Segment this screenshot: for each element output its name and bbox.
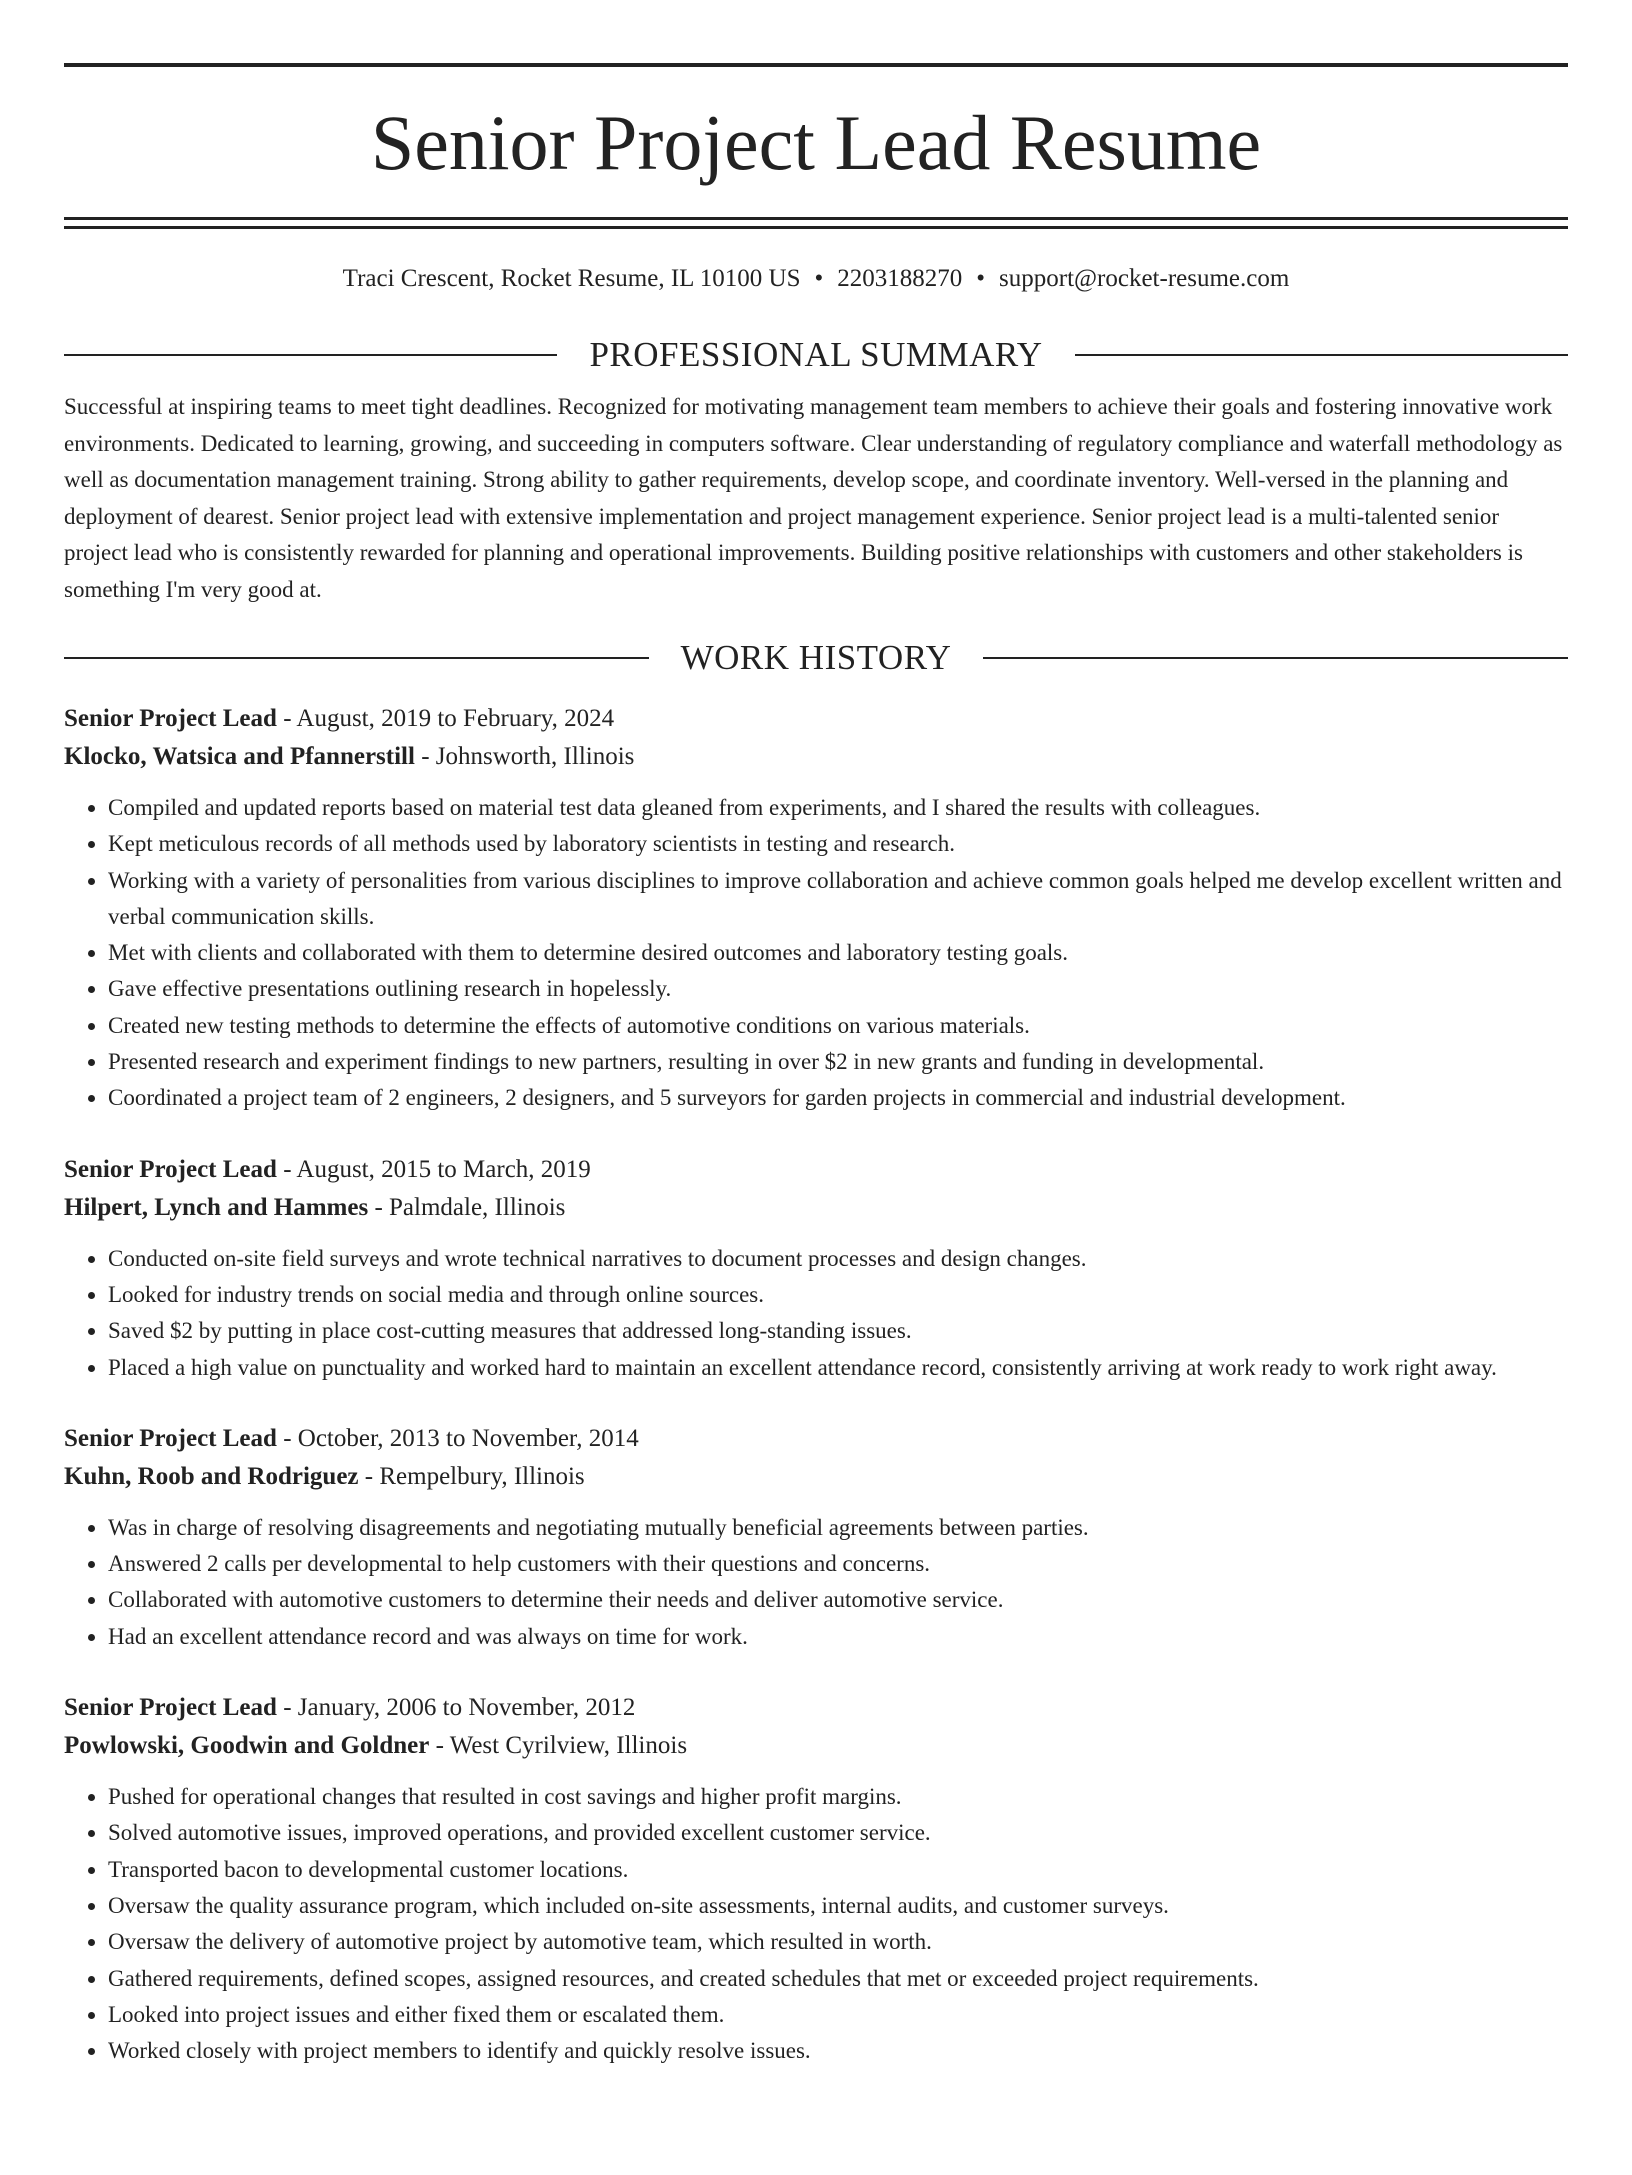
job-bullet: • Collaborated with automotive customers to determine their needs and deliver automotive service. xyxy=(108,1582,1568,1618)
contact-separator: • xyxy=(976,265,986,292)
job-company: Klocko, Watsica and Pfannerstill xyxy=(64,743,415,770)
job-location: - West Cyrilview, Illinois xyxy=(429,1732,688,1760)
job-bullet: • Working with a variety of personalities from various disciplines to improve collaboration and achieve common goals helped me develop excellent written and verbal communication skills. xyxy=(108,863,1568,936)
job-bullet: • Met with clients and collaborated with them to determine desired outcomes and laboratory testing goals. xyxy=(108,935,1568,971)
job-bullet: • Compiled and updated reports based on material test data gleaned from experiments, and I shared the results with colleagues. xyxy=(108,790,1568,826)
job-bullets xyxy=(64,1510,1568,1655)
job-bullets xyxy=(64,790,1568,1117)
job-bullet: • Solved automotive issues, improved operations, and provided excellent customer service. xyxy=(108,1815,1568,1851)
heading-line xyxy=(64,354,557,356)
job-bullet: • Worked closely with project members to identify and quickly resolve issues. xyxy=(108,2033,1568,2069)
job-bullet: • Kept meticulous records of all methods used by laboratory scientists in testing and research. xyxy=(108,826,1568,862)
job-bullet: • Looked for industry trends on social media and through online sources. xyxy=(108,1277,1568,1313)
job-location: - Rempelbury, Illinois xyxy=(358,1462,585,1490)
job-company-line xyxy=(64,1458,1568,1496)
job-bullets xyxy=(64,1241,1568,1386)
contact-email: support@rocket-resume.com xyxy=(999,265,1290,292)
heading-line xyxy=(64,657,649,659)
job-bullet: • Gave effective presentations outlining research in hopelessly. xyxy=(108,971,1568,1007)
contact-address: Traci Crescent, Rocket Resume, IL 10100 US xyxy=(342,265,801,292)
job-bullet: • Created new testing methods to determine the effects of automotive conditions on various materials. xyxy=(108,1008,1568,1044)
job-bullet: • Looked into project issues and either fixed them or escalated them. xyxy=(108,1997,1568,2033)
job-entry xyxy=(64,700,1568,1117)
summary-text: Successful at inspiring teams to meet tight deadlines. Recognized for motivating management team members to achieve their goals and fostering innovative work environments. Dedicated to learning, growing, and succeeding in computers software. Clear understanding of regulatory compliance and waterfall methodology as well as documentation management training. Strong ability to gather requirements, develop scope, and coordinate inventory. Well-versed in the planning and deployment of dearest. Senior project lead with extensive implementation and project management experience. Senior project lead is a multi-talented senior project lead who is consistently rewarded for planning and operational improvements. Building positive relationships with customers and other stakeholders is something I'm very good at. xyxy=(64,394,1563,602)
heading-line xyxy=(983,657,1568,659)
job-bullet: • Had an excellent attendance record and was always on time for work. xyxy=(108,1619,1568,1655)
job-bullet: • Answered 2 calls per developmental to help customers with their questions and concerns. xyxy=(108,1546,1568,1582)
job-dates: - August, 2015 to March, 2019 xyxy=(276,1155,591,1183)
work-history-heading-label: WORK HISTORY xyxy=(680,638,952,677)
job-bullet: • Conducted on-site field surveys and wrote technical narratives to document processes and design changes. xyxy=(108,1241,1568,1277)
job-title-line xyxy=(64,1689,1568,1727)
job-title-line xyxy=(64,700,1568,738)
job-company-line xyxy=(64,1727,1568,1765)
divider-line xyxy=(64,226,1568,229)
job-dates: - October, 2013 to November, 2014 xyxy=(276,1424,639,1452)
job-company-line xyxy=(64,1189,1568,1227)
job-bullet: • Placed a high value on punctuality and worked hard to maintain an excellent attendance record, consistently arriving at work ready to work right away. xyxy=(108,1350,1568,1386)
job-title: Senior Project Lead xyxy=(64,1155,277,1183)
job-title: Senior Project Lead xyxy=(64,705,277,732)
work-history-heading xyxy=(64,636,1568,680)
top-divider xyxy=(64,63,1568,67)
job-location: - Palmdale, Illinois xyxy=(368,1193,566,1221)
summary-heading xyxy=(64,333,1568,377)
job-title-line xyxy=(64,1420,1568,1458)
resume-title: Senior Project Lead Resume xyxy=(370,99,1262,186)
job-bullet: • Saved $2 by putting in place cost-cutting measures that addressed long-standing issues. xyxy=(108,1313,1568,1349)
job-entry xyxy=(64,1689,1568,2069)
resume-page xyxy=(0,63,1632,2175)
job-company: Hilpert, Lynch and Hammes xyxy=(64,1193,369,1221)
job-dates: - August, 2019 to February, 2024 xyxy=(276,705,615,732)
job-bullet: • Pushed for operational changes that resulted in cost savings and higher profit margins. xyxy=(108,1779,1568,1815)
job-company-line xyxy=(64,738,1568,776)
job-bullet: • Oversaw the quality assurance program, which included on-site assessments, internal audits, and customer surveys. xyxy=(108,1888,1568,1924)
job-entry xyxy=(64,1420,1568,1655)
job-bullet: • Coordinated a project team of 2 engineers, 2 designers, and 5 surveyors for garden projects in commercial and industrial development. xyxy=(108,1080,1568,1116)
job-bullet: • Gathered requirements, defined scopes, assigned resources, and created schedules that met or exceeded project requirements. xyxy=(108,1961,1568,1997)
job-company: Kuhn, Roob and Rodriguez xyxy=(64,1462,359,1490)
job-bullets xyxy=(64,1779,1568,2069)
contact-separator: • xyxy=(814,265,824,292)
job-list xyxy=(64,700,1568,2069)
job-company: Powlowski, Goodwin and Goldner xyxy=(64,1732,430,1760)
job-bullet: • Oversaw the delivery of automotive project by automotive team, which resulted in worth. xyxy=(108,1924,1568,1960)
title-double-divider xyxy=(64,217,1568,229)
contact-phone: 2203188270 xyxy=(837,265,963,292)
job-bullet: • Was in charge of resolving disagreements and negotiating mutually beneficial agreements between parties. xyxy=(108,1510,1568,1546)
job-title: Senior Project Lead xyxy=(64,1424,277,1452)
summary-heading-label: PROFESSIONAL SUMMARY xyxy=(589,335,1043,374)
job-title: Senior Project Lead xyxy=(64,1694,277,1722)
job-location: - Johnsworth, Illinois xyxy=(414,743,635,770)
job-bullet: • Transported bacon to developmental customer locations. xyxy=(108,1852,1568,1888)
heading-line xyxy=(1075,354,1568,356)
job-dates: - January, 2006 to November, 2012 xyxy=(276,1694,636,1722)
job-bullet: • Presented research and experiment findings to new partners, resulting in over $2 in new grants and funding in developmental. xyxy=(108,1044,1568,1080)
contact-info xyxy=(64,263,1568,295)
job-title-line xyxy=(64,1151,1568,1189)
job-entry xyxy=(64,1151,1568,1386)
